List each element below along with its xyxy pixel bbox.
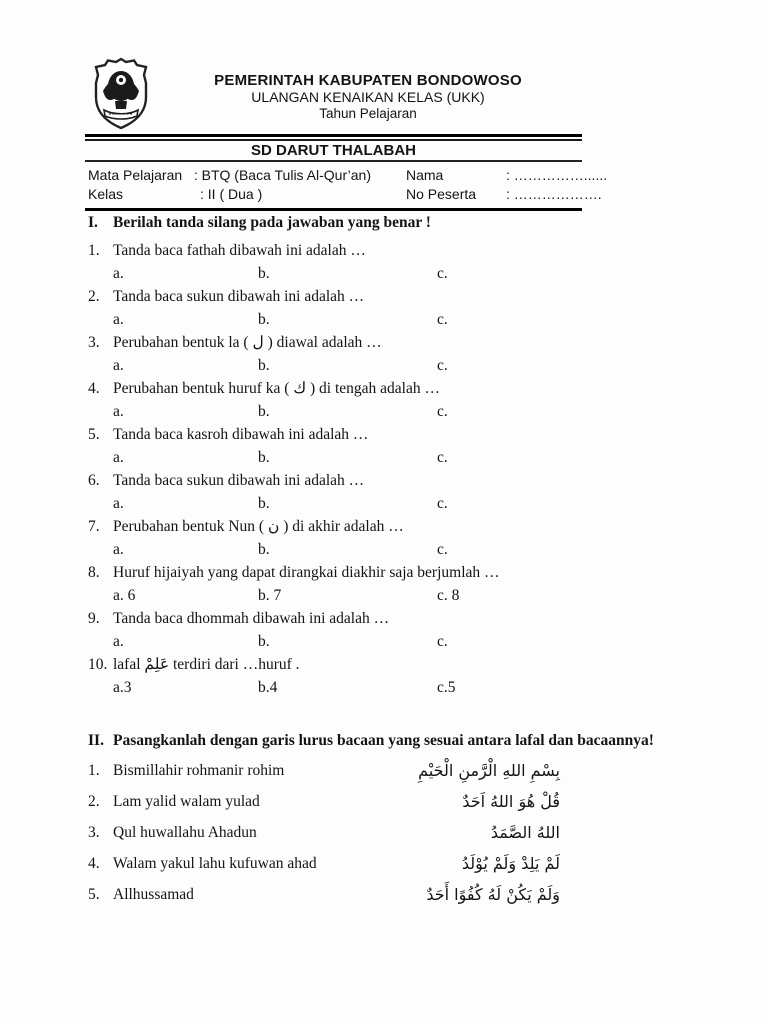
options-row xyxy=(88,448,728,468)
option-b: b. 7 xyxy=(258,587,282,604)
options-row xyxy=(88,264,728,284)
option-b: b. xyxy=(258,633,270,650)
matching-pair-row xyxy=(88,853,728,875)
option-b: b. xyxy=(258,449,270,466)
question-text: Tanda baca sukun dibawah ini adalah … xyxy=(113,472,365,489)
question-row xyxy=(88,287,728,307)
options-row xyxy=(88,632,728,652)
option-c: c. xyxy=(437,541,448,558)
option-a: a. xyxy=(113,311,124,328)
option-b: b. xyxy=(258,541,270,558)
question-row xyxy=(88,517,728,537)
pair-number: 3. xyxy=(88,824,100,841)
matching-pair-row xyxy=(88,760,728,782)
option-c: c. xyxy=(437,357,448,374)
question-text: Perubahan bentuk la ( ل ) diawal adalah … xyxy=(113,334,382,351)
question-row xyxy=(88,471,728,491)
double-rule xyxy=(85,134,582,141)
question-number: 10. xyxy=(88,656,108,673)
option-a: a. xyxy=(113,403,124,420)
question-text: Tanda baca fathah dibawah ini adalah … xyxy=(113,242,366,259)
option-a: a. xyxy=(113,357,124,374)
question-number: 2. xyxy=(88,288,100,305)
info-left-cell xyxy=(85,162,371,208)
document-header xyxy=(150,72,586,122)
number-blank: : ………………. xyxy=(506,186,602,202)
option-c: c. 8 xyxy=(437,587,460,604)
section-2-heading xyxy=(88,730,728,751)
option-b: b.4 xyxy=(258,679,278,696)
question-text: Tanda baca sukun dibawah ini adalah … xyxy=(113,288,365,305)
info-right-cell xyxy=(371,162,607,208)
pair-arabic-text: بِسْمِ اللهِ الْرَّمنِ الْحَيْمِ xyxy=(418,761,560,780)
option-a: a. xyxy=(113,265,124,282)
options-row xyxy=(88,586,728,606)
question-row xyxy=(88,425,728,445)
options-row xyxy=(88,402,728,422)
government-title: PEMERINTAH KABUPATEN BONDOWOSO xyxy=(214,72,522,89)
school-name: SD DARUT THALABAH xyxy=(251,142,416,159)
option-c: c. xyxy=(437,449,448,466)
pair-latin-text: Lam yalid walam yulad xyxy=(113,793,260,810)
option-b: b. xyxy=(258,357,270,374)
question-number: 4. xyxy=(88,380,100,397)
question-row xyxy=(88,563,728,583)
option-c: c. xyxy=(437,403,448,420)
class-value: : II ( Dua ) xyxy=(200,186,263,202)
question-number: 9. xyxy=(88,610,100,627)
section-1-heading xyxy=(88,212,728,233)
option-a: a. xyxy=(113,541,124,558)
shield-emblem-icon xyxy=(93,57,149,131)
question-row xyxy=(88,241,728,261)
option-b: b. xyxy=(258,495,270,512)
section-1-questions xyxy=(88,241,728,698)
question-number: 8. xyxy=(88,564,100,581)
option-a: a. 6 xyxy=(113,587,136,604)
pair-arabic-text: اللهُ الصَّمَدُ xyxy=(490,823,560,842)
matching-pair-row xyxy=(88,791,728,813)
subject-label: Mata Pelajaran xyxy=(88,167,183,183)
option-a: a. xyxy=(113,495,124,512)
pair-latin-text: Qul huwallahu Ahadun xyxy=(113,824,257,841)
question-number: 5. xyxy=(88,426,100,443)
question-text: Huruf hijaiyah yang dapat dirangkai diakhir saja berjumlah … xyxy=(113,564,500,581)
option-c: c.5 xyxy=(437,679,456,696)
question-row xyxy=(88,379,728,399)
section-1-numeral: I. xyxy=(88,214,98,231)
option-c: c. xyxy=(437,311,448,328)
question-row xyxy=(88,333,728,353)
option-a: a.3 xyxy=(113,679,132,696)
name-label: Nama xyxy=(406,167,444,183)
number-label: No Peserta xyxy=(406,186,477,202)
question-row xyxy=(88,609,728,629)
pair-latin-text: Bismillahir rohmanir rohim xyxy=(113,762,285,779)
matching-pair-row xyxy=(88,822,728,844)
question-text: Perubahan bentuk huruf ka ( ك ) di tengah adalah … xyxy=(113,380,440,397)
question-text: Tanda baca kasroh dibawah ini adalah … xyxy=(113,426,369,443)
question-text: Perubahan bentuk Nun ( ن ) di akhir adalah … xyxy=(113,518,404,535)
question-row xyxy=(88,655,728,675)
options-row xyxy=(88,678,728,698)
exam-body xyxy=(88,212,728,906)
options-row xyxy=(88,540,728,560)
option-c: c. xyxy=(437,265,448,282)
option-c: c. xyxy=(437,495,448,512)
question-text: Tanda baca dhommah dibawah ini adalah … xyxy=(113,610,390,627)
question-number: 6. xyxy=(88,472,100,489)
pair-arabic-text: لَمْ يَلِدْ وَلَمْ يُوْلَدُ xyxy=(461,854,560,873)
pair-latin-text: Walam yakul lahu kufuwan ahad xyxy=(113,855,317,872)
name-blank: : ……………...... xyxy=(506,167,608,183)
option-a: a. xyxy=(113,633,124,650)
section-1-title: Berilah tanda silang pada jawaban yang benar ! xyxy=(113,214,431,231)
school-logo xyxy=(93,57,149,131)
class-label: Kelas xyxy=(88,186,124,202)
option-c: c. xyxy=(437,633,448,650)
options-row xyxy=(88,356,728,376)
options-row xyxy=(88,310,728,330)
option-b: b. xyxy=(258,403,270,420)
option-b: b. xyxy=(258,265,270,282)
question-number: 3. xyxy=(88,334,100,351)
pair-arabic-text: قُلْ هُوَ اللهُ اَحَدٌ xyxy=(462,792,560,811)
section-2-pairs xyxy=(88,760,728,906)
pair-number: 4. xyxy=(88,855,100,872)
matching-pair-row xyxy=(88,884,728,906)
pair-number: 2. xyxy=(88,793,100,810)
section-2-title: Pasangkanlah dengan garis lurus bacaan yang sesuai antara lafal dan bacaannya! xyxy=(113,732,654,749)
header-box xyxy=(85,134,608,211)
options-row xyxy=(88,494,728,514)
section-2-numeral: II. xyxy=(88,732,104,749)
option-b: b. xyxy=(258,311,270,328)
question-number: 7. xyxy=(88,518,100,535)
pair-number: 5. xyxy=(88,886,100,903)
pair-arabic-text: وَلَمْ يَكُنْ لَهُ كُفُوًا أَحَدٌ xyxy=(426,885,560,904)
pair-number: 1. xyxy=(88,762,100,779)
option-a: a. xyxy=(113,449,124,466)
info-table xyxy=(85,162,608,211)
question-text: lafal عَلِمْ terdiri dari …huruf . xyxy=(113,656,300,673)
pair-latin-text: Allhussamad xyxy=(113,886,194,903)
school-year-label: Tahun Pelajaran xyxy=(319,106,417,121)
exam-title: ULANGAN KENAIKAN KELAS (UKK) xyxy=(251,89,485,105)
question-number: 1. xyxy=(88,242,100,259)
subject-value: : BTQ (Baca Tulis Al-Qur’an) xyxy=(193,167,371,183)
